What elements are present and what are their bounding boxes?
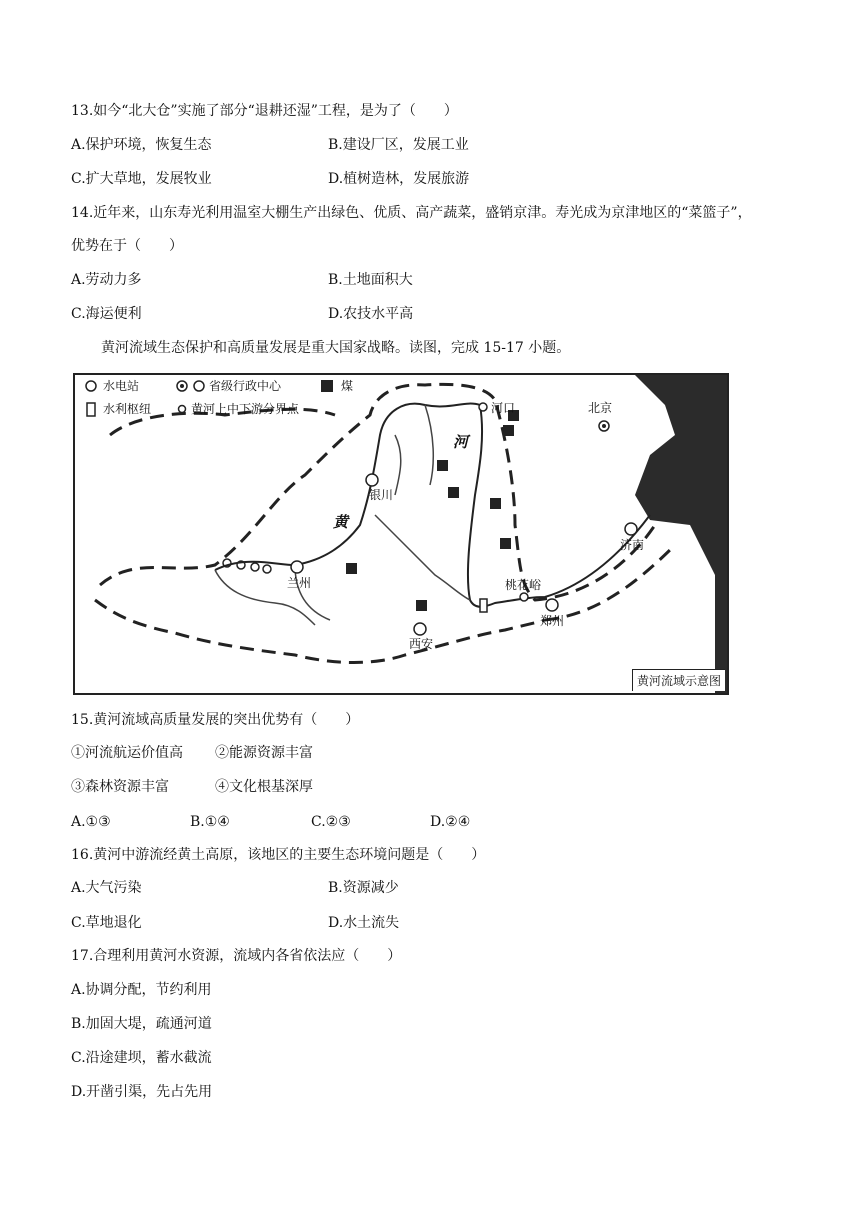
label-lanzhou: 兰州: [287, 576, 312, 590]
legend-coal-label: 煤: [341, 379, 354, 393]
coal-marker: [500, 538, 511, 549]
q14-option-d: D.农技水平高: [328, 306, 414, 322]
q13-option-a: A.保护环境，恢复生态: [71, 137, 212, 153]
q14-option-a: A.劳动力多: [71, 272, 142, 288]
q17-option-d: D.开凿引渠，先占先用: [71, 1084, 213, 1100]
q16-option-c: C.草地退化: [71, 915, 142, 931]
river-label-he: 河: [453, 433, 469, 451]
q15-option-a: A.①③: [71, 814, 111, 830]
taohuayu-point: [520, 593, 528, 601]
q16-option-a: A.大气污染: [71, 880, 142, 896]
q15-option-b: B.①④: [190, 814, 230, 830]
q16-stem: 16.黄河中游流经黄土高原，该地区的主要生态环境问题是（ ）: [71, 847, 486, 863]
label-xian: 西安: [409, 637, 434, 651]
q17-stem: 17.合理利用黄河水资源，流域内各省依法应（ ）: [71, 948, 402, 964]
coal-marker: [416, 600, 427, 611]
q14-stem-line1: 14.近年来，山东寿光利用温室大棚生产出绿色、优质、高产蔬菜，盛销京津。寿光成为京津地区的“菜篮子”，: [71, 205, 752, 221]
q13-stem: 13.如今“北大仓”实施了部分“退耕还湿”工程，是为了（ ）: [71, 103, 458, 119]
q13-option-b: B.建设厂区，发展工业: [328, 137, 469, 153]
q17-option-c: C.沿途建坝，蓄水截流: [71, 1050, 212, 1066]
q17-option-b: B.加固大堤，疏通河道: [71, 1016, 212, 1032]
xian-marker: [414, 623, 426, 635]
q17-option-a: A.协调分配，节约利用: [71, 982, 212, 998]
q15-option-d: D.②④: [430, 814, 471, 830]
yellow-river-basin-map: [73, 373, 729, 695]
jinan-marker: [625, 523, 637, 535]
coal-marker: [448, 487, 459, 498]
coal-marker: [490, 498, 501, 509]
zhengzhou-marker: [546, 599, 558, 611]
legend-provincial-label: 省级行政中心: [209, 379, 282, 393]
q15-statement-4: ④文化根基深厚: [215, 779, 313, 795]
legend-hydro-label: 水电站: [103, 379, 140, 393]
q16-option-d: D.水土流失: [328, 915, 400, 931]
q15-statement-2: ②能源资源丰富: [215, 745, 313, 761]
legend-boundary-label: 黄河上中下游分界点: [191, 402, 300, 416]
map-caption: 黄河流域示意图: [632, 669, 725, 691]
coal-marker: [437, 460, 448, 471]
label-taohuayu: 桃花峪: [505, 578, 542, 592]
hekou-point: [479, 403, 487, 411]
label-jinan: 济南: [620, 538, 645, 552]
label-zhengzhou: 郑州: [540, 614, 565, 628]
q16-option-b: B.资源减少: [328, 880, 399, 896]
map-drawing: [75, 375, 729, 695]
label-yinchuan: 银川: [369, 488, 394, 502]
yinchuan-marker: [366, 474, 378, 486]
q14-option-c: C.海运便利: [71, 306, 142, 322]
q15-stem: 15.黄河流域高质量发展的突出优势有（ ）: [71, 712, 360, 728]
q13-option-d: D.植树造林，发展旅游: [328, 171, 470, 187]
label-hekou: 河口: [491, 401, 516, 415]
label-beijing: 北京: [588, 401, 613, 415]
coal-marker: [346, 563, 357, 574]
coal-marker: [503, 425, 514, 436]
river-label-huang: 黄: [333, 513, 349, 531]
q14-stem-line2: 优势在于（ ）: [71, 238, 183, 254]
q14-option-b: B.土地面积大: [328, 272, 413, 288]
section-intro: 黄河流域生态保护和高质量发展是重大国家战略。读图，完成 15-17 小题。: [101, 340, 571, 356]
legend-dam-label: 水利枢纽: [103, 402, 152, 416]
q15-option-c: C.②③: [311, 814, 351, 830]
q15-statement-1: ①河流航运价值高: [71, 745, 183, 761]
q15-statement-3: ③森林资源丰富: [71, 779, 169, 795]
dam-marker: [480, 599, 487, 612]
basin-boundary: [95, 384, 675, 662]
q13-option-c: C.扩大草地，发展牧业: [71, 171, 212, 187]
lanzhou-marker: [291, 561, 303, 573]
